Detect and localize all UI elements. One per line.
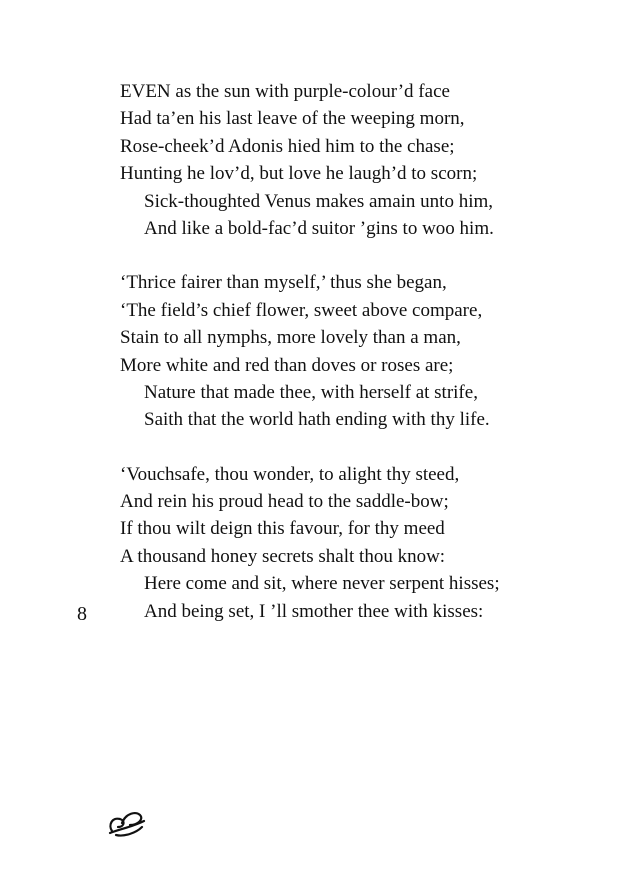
poem-line: ‘Thrice fairer than myself,’ thus she began, [120,272,447,294]
poem-line: Saith that the world hath ending with thy life. [144,409,490,431]
flourish-ornament-icon [106,803,148,839]
stanza-3 [120,461,600,625]
poem-line: And rein his proud head to the saddle-bow; [120,491,449,513]
poem-line: Hunting he lov’d, but love he laugh’d to scorn; [120,163,478,185]
stanza-1 [120,78,600,242]
page-number: 8 [77,603,87,625]
poem-line: Nature that made thee, with herself at strife, [144,381,478,403]
poem [120,78,600,652]
poem-line: More white and red than doves or roses are; [120,354,454,376]
poem-line: Had ta’en his last leave of the weeping morn, [120,108,465,130]
poem-line: Here come and sit, where never serpent hisses; [144,573,500,595]
poem-line: And being set, I ’ll smother thee with kisses: [144,600,484,622]
poem-line: ‘Vouchsafe, thou wonder, to alight thy steed, [120,463,460,485]
poem-line: Rose-cheek’d Adonis hied him to the chase; [120,135,455,157]
poem-line: Sick-thoughted Venus makes amain unto him, [144,190,493,212]
poem-line: If thou wilt deign this favour, for thy meed [120,518,445,540]
stanza-2 [120,269,600,433]
poem-line: A thousand honey secrets shalt thou know: [120,545,446,567]
poem-line: ‘The field’s chief flower, sweet above compare, [120,299,483,321]
poem-line: EVEN as the sun with purple-colour’d face [120,81,450,102]
poem-line: And like a bold-fac’d suitor ’gins to woo him. [144,217,494,239]
poem-line: Stain to all nymphs, more lovely than a man, [120,327,461,349]
